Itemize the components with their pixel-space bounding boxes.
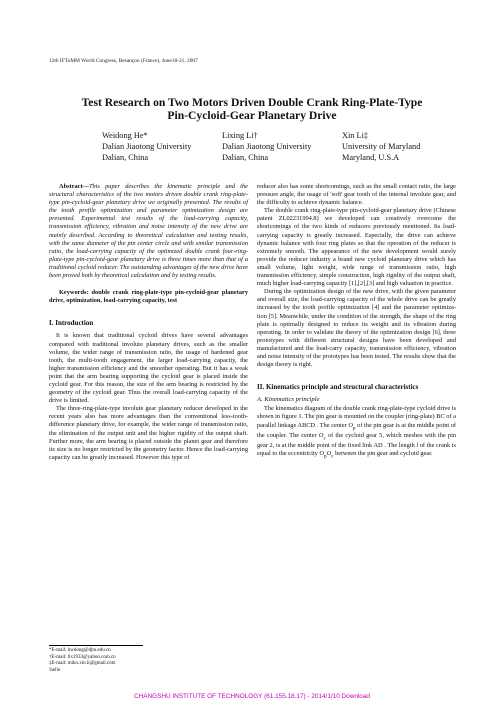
footnote-email-1: *E-mail: hwdong@djtu.edu.cn [49, 648, 111, 653]
kinematics-text: of the crank is equal to the eccentricity [257, 442, 456, 458]
symbol-oc: O [318, 431, 324, 439]
author-location: Dalian, China [222, 152, 269, 162]
kinematics-text: between the pin gear and cycloid gear. [333, 450, 433, 458]
footnote-email-3: ‡E-mail: miko.xin.li@gmail.com [49, 661, 116, 667]
intro-paragraph-2: The three-ring-plate-type involute gear planetary reducer developed in the recent years also has more advantages than the conventional less-tooth-difference planetary drive, for example, the wider range of transmission ratio, the elimination of the output unit and the higher rigidity of the output shaft. Further more, the arm bearing is placed outside the planet gear and therefore its size is no longer restricted by the geometry factor. Hence the load-carrying capacity can be greatly increased. However this type of [49, 405, 248, 461]
author-3 [342, 131, 420, 163]
symbol-op: O [348, 421, 353, 429]
author-name: Lixing Li† [222, 131, 258, 140]
section-heading-kinematics: II. Kinematics principle and structural characteristics [257, 383, 419, 392]
symbol-op-eccentricity: O [319, 450, 324, 458]
symbol-oc-subscript: c [323, 435, 326, 442]
author-affiliation: University of Maryland [342, 141, 421, 151]
abstract-body: This paper describes the kinematic principle and the structural characteristics of the two motors driven double crank ring-plate-type pin-cycloid-gear planetary drive we originally presented. The results of the tooth profile optimization and parameter optimization design are presented. Experimental test results of the load-carrying capacity, transmission efficiency, vibration and noise intensity of the new drive are mainly described. According to theoretical calculation and testing results, with the same diameter of the pin center circle and with similar transmission ratio, the load-carrying capacity of the optimized double crank four-ring-plate-type pin-cycloid-gear planetary drive is three times more than that of a traditional cycloid reducer. The outstanding advantages of the new drive have been proved both by theoretical calculation and by testing results. [49, 183, 248, 280]
author-affiliation: Dalian Jiaotong University [222, 141, 312, 151]
subsection-heading-kinematics-principle: A. Kinematics principle [257, 396, 320, 404]
author-2 [222, 131, 311, 163]
keywords: Keywords: double crank ring-plate-type pin-cycloid-gear planetary drive, optimization, load-carrying capacity, test [49, 289, 248, 305]
kinematics-text: of the cycloid gear 5, which meshes with the pin gear 2, is at the middle point of the fixed link AD . The length [257, 431, 457, 450]
author-name: Xin Li‡ [342, 131, 369, 140]
download-watermark: CHANGSHU INSTITUTE OF TECHNOLOGY (61.155.18.17) - 2014/1/10 Download [134, 693, 370, 700]
right-column [257, 183, 456, 461]
left-column [49, 183, 248, 462]
footnote-extra: \hello [49, 667, 61, 673]
conference-header: 12th IFToMM World Congress, Besançon (France), June18-21, 2007 [49, 58, 198, 64]
paper-title [0, 96, 504, 123]
author-affiliation: Dalian Jiaotong University [102, 141, 192, 151]
title-line-1: Test Research on Two Motors Driven Double Crank Ring-Plate-Type [81, 96, 423, 109]
author-location: Maryland, U.S.A [342, 152, 400, 162]
kinematics-text: The kinematics diagram of the double crank ring-plate-type cycloid drive is shown in figure 1. The pin gear is mounted on the coupler (ring-plate) BC of a parallel linkage ABCD . The center [257, 405, 457, 429]
footnotes [49, 648, 116, 674]
section-heading-introduction: I. Introduction [49, 319, 94, 328]
title-line-2: Pin-Cycloid-Gear Planetary Drive [167, 109, 337, 123]
author-1 [102, 131, 191, 163]
body-paragraph-drive: The double crank ring-plate-type pin-cycloid-gear planetary drive (Chinese patent ZL02231994.8) we developed can creatively overcome the shortcomings of the two kinds of reducers previously mentioned. Its load-carrying capacity is greatly increased. Especially, the drive can achieve dynamic balance with four ring plates so that the operation of the reducer is extremely smooth. The appearance of the new development would surely provide the reducer industry a brand new cycloid planetary drive which has small volume, light weight, wide range of transmission ratio, high transmission efficiency, simple construction, high rigidity of the output shaft, much higher load-carrying capacity [1],[2],[3] and high valuation in practice. [257, 207, 456, 288]
abstract [49, 183, 248, 280]
kinematics-paragraph [257, 405, 456, 460]
author-location: Dalian, China [102, 152, 149, 162]
symbol-oc-eccentricity-subscript: c [331, 453, 334, 460]
abstract-label: Abstract— [59, 183, 89, 190]
symbol-l: l [416, 442, 419, 450]
kinematics-text: of the pin gear is at the middle point of the coupler. The center [257, 421, 457, 439]
body-paragraph-optimization: During the optimization design of the new drive, with the given parameter and overall size, the load-carrying capacity of the whole drive can be greatly increased by the tooth profile optimization [4] and the parameter optimiza-tion [5]. Meanwhile, under the condition of the strength, the shape of the ring plate is optimally designed to reduce its weight and its vibration during operating. In order to validate the theory of the optimization design [6], three prototypes with different structural designs have been developed and manufactured and the load-carry capacity, transmission efficiency, vibration and noise intensity of the prototypes has been tested. The results show that the design theory is right. [257, 288, 456, 369]
footnote-divider [49, 645, 143, 646]
body-paragraph-continued: reducer also has some shortcomings, such as the small contact ratio, the large pressure angle, the usage of 'soft' gear tooth of the internal involute gear, and the difficulty to achieve dynamic balance. [257, 183, 456, 207]
symbol-op-subscript: p [352, 424, 356, 431]
symbol-op-eccentricity-subscript: p [323, 453, 327, 460]
author-name: Weidong He* [102, 131, 148, 140]
footnote-email-2: †E-mail: llx1933@yahoo.com.cn [49, 654, 116, 660]
symbol-oc-eccentricity: O [326, 450, 332, 458]
intro-paragraph-1: It is known that traditional cycloid drives have several advantages compared with traditional involute planetary drives, such as the smaller volume, the wider range of transmission ratio, the usage of hardened gear tooth, the multi-tooth engagement, the larger load-carrying capacity, the higher transmission efficiency and the smoother operating. But it has a weak point that the arm bearing supporting the cycloid gear is placed inside the cycloid gear. For this reason, the size of the arm bearing is restricted by the geometry of the cycloid gear. Thus the overall load-carrying capacity of the drive is limited. [49, 332, 248, 405]
